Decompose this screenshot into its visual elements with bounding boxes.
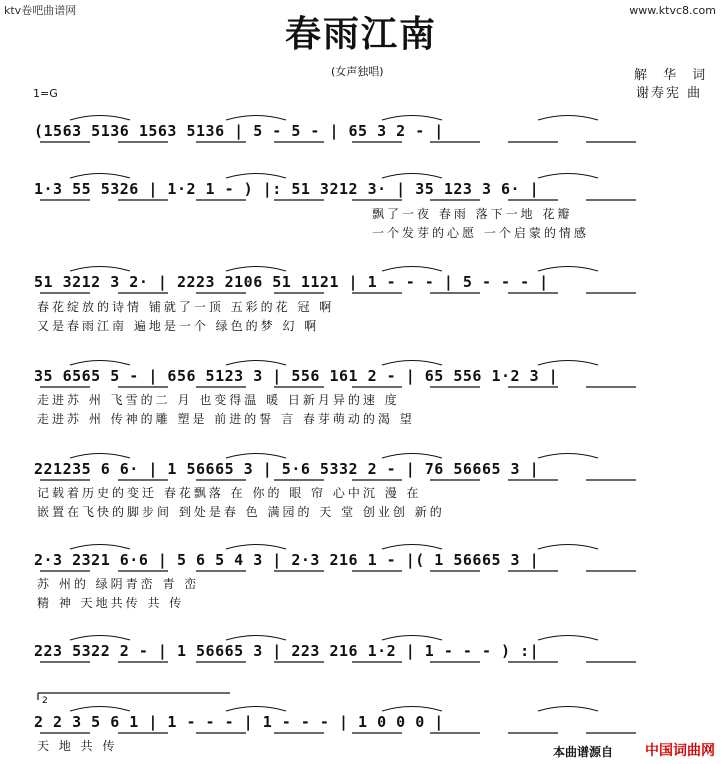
slur-mark	[538, 636, 598, 641]
lyric-line: 苏 州的 绿阴青峦 青 峦	[37, 577, 200, 591]
notation-row: 223 5322 2 - | 1 56665 3 | 223 216 1·2 | 1 - - - ) :|	[34, 642, 540, 660]
notation-row: (1563 5136 1563 5136 | 5 - 5 - | 65 3 2 - |	[34, 122, 444, 140]
slur-mark	[538, 267, 598, 272]
slur-mark	[70, 636, 130, 641]
watermark-right: www.ktvc8.com	[629, 4, 716, 17]
slur-mark	[382, 454, 442, 459]
slur-mark	[382, 707, 442, 712]
footer-site-logo: 中国词曲网	[645, 743, 715, 759]
lyric-line: 天 地 共 传	[37, 739, 118, 753]
slur-mark	[382, 267, 442, 272]
notation-row: 2 2 3 5 6 1 | 1 - - - | 1 - - - | 1 0 0 0 |	[34, 713, 444, 731]
slur-mark	[226, 267, 286, 272]
notation-row: 221235 6 6· | 1 56665 3 | 5·6 5332 2 - | 76 56665 3 |	[34, 460, 540, 478]
slur-mark	[538, 707, 598, 712]
slur-mark	[226, 545, 286, 550]
slur-mark	[226, 636, 286, 641]
lyric-line: 嵌置在飞快的脚步间 到处是春 色 满园的 天 堂 创业创 新的	[37, 505, 445, 519]
slur-mark	[382, 361, 442, 366]
lyric-line: 春花绽放的诗情 铺就了一顶 五彩的花 冠 啊	[37, 300, 335, 314]
slur-mark	[226, 116, 286, 121]
slur-mark	[382, 545, 442, 550]
key-signature: 1=G	[33, 87, 58, 100]
slur-mark	[226, 174, 286, 179]
slur-mark	[70, 267, 130, 272]
slur-mark	[538, 174, 598, 179]
lyric-line: 又是春雨江南 遍地是一个 绿色的梦 幻 啊	[37, 319, 320, 333]
song-title: 春雨江南	[284, 14, 437, 55]
slur-mark	[382, 174, 442, 179]
lyric-line: 记载着历史的变迁 春花飘落 在 你的 眼 帘 心中沉 漫 在	[37, 486, 422, 500]
slur-mark	[538, 454, 598, 459]
lyric-line: 走进苏 州 飞雪的二 月 也变得温 暖 日新月异的速 度	[37, 393, 400, 407]
slur-mark	[70, 545, 130, 550]
performance-note: (女声独唱)	[331, 65, 384, 78]
lyric-line: 走进苏 州 传神的雕 塑是 前进的誓 言 春芽萌动的渴 望	[37, 412, 415, 426]
notation-row: 35 6565 5 - | 656 5123 3 | 556 161 2 - | 65 556 1·2 3 |	[34, 367, 559, 385]
slur-mark	[70, 361, 130, 366]
slur-mark	[226, 707, 286, 712]
slur-mark	[70, 116, 130, 121]
lyric-line: 一个发芽的心愿 一个启蒙的情感	[372, 226, 589, 240]
slur-mark	[382, 636, 442, 641]
slur-mark	[70, 707, 130, 712]
slur-mark	[70, 174, 130, 179]
slur-mark	[538, 545, 598, 550]
lyricist-credit: 解 华 词	[634, 68, 712, 83]
slur-mark	[538, 361, 598, 366]
slur-mark	[538, 116, 598, 121]
lyric-line: 飘了一夜 春雨 落下一地 花瓣	[372, 207, 573, 221]
composer-credit: 谢寿宪 曲	[636, 86, 703, 101]
notation-row: 2·3 2321 6·6 | 5 6 5 4 3 | 2·3 216 1 - |( 1 56665 3 |	[34, 551, 540, 569]
volta-number: 2	[42, 696, 48, 706]
slur-mark	[382, 116, 442, 121]
watermark-left: ktv卷吧曲谱网	[4, 4, 77, 17]
slur-mark	[70, 454, 130, 459]
lyric-line: 精 神 天地共传 共 传	[37, 596, 185, 610]
slur-mark	[226, 361, 286, 366]
slur-mark	[226, 454, 286, 459]
notation-row: 1·3 55 5326 | 1·2 1 - ) |: 51 3212 3· | 35 123 3 6· |	[34, 180, 540, 198]
footer-source: 本曲谱源自	[553, 745, 614, 759]
notation-row: 51 3212 3 2· | 2223 2106 51 1121 | 1 - - - | 5 - - - |	[34, 273, 549, 291]
